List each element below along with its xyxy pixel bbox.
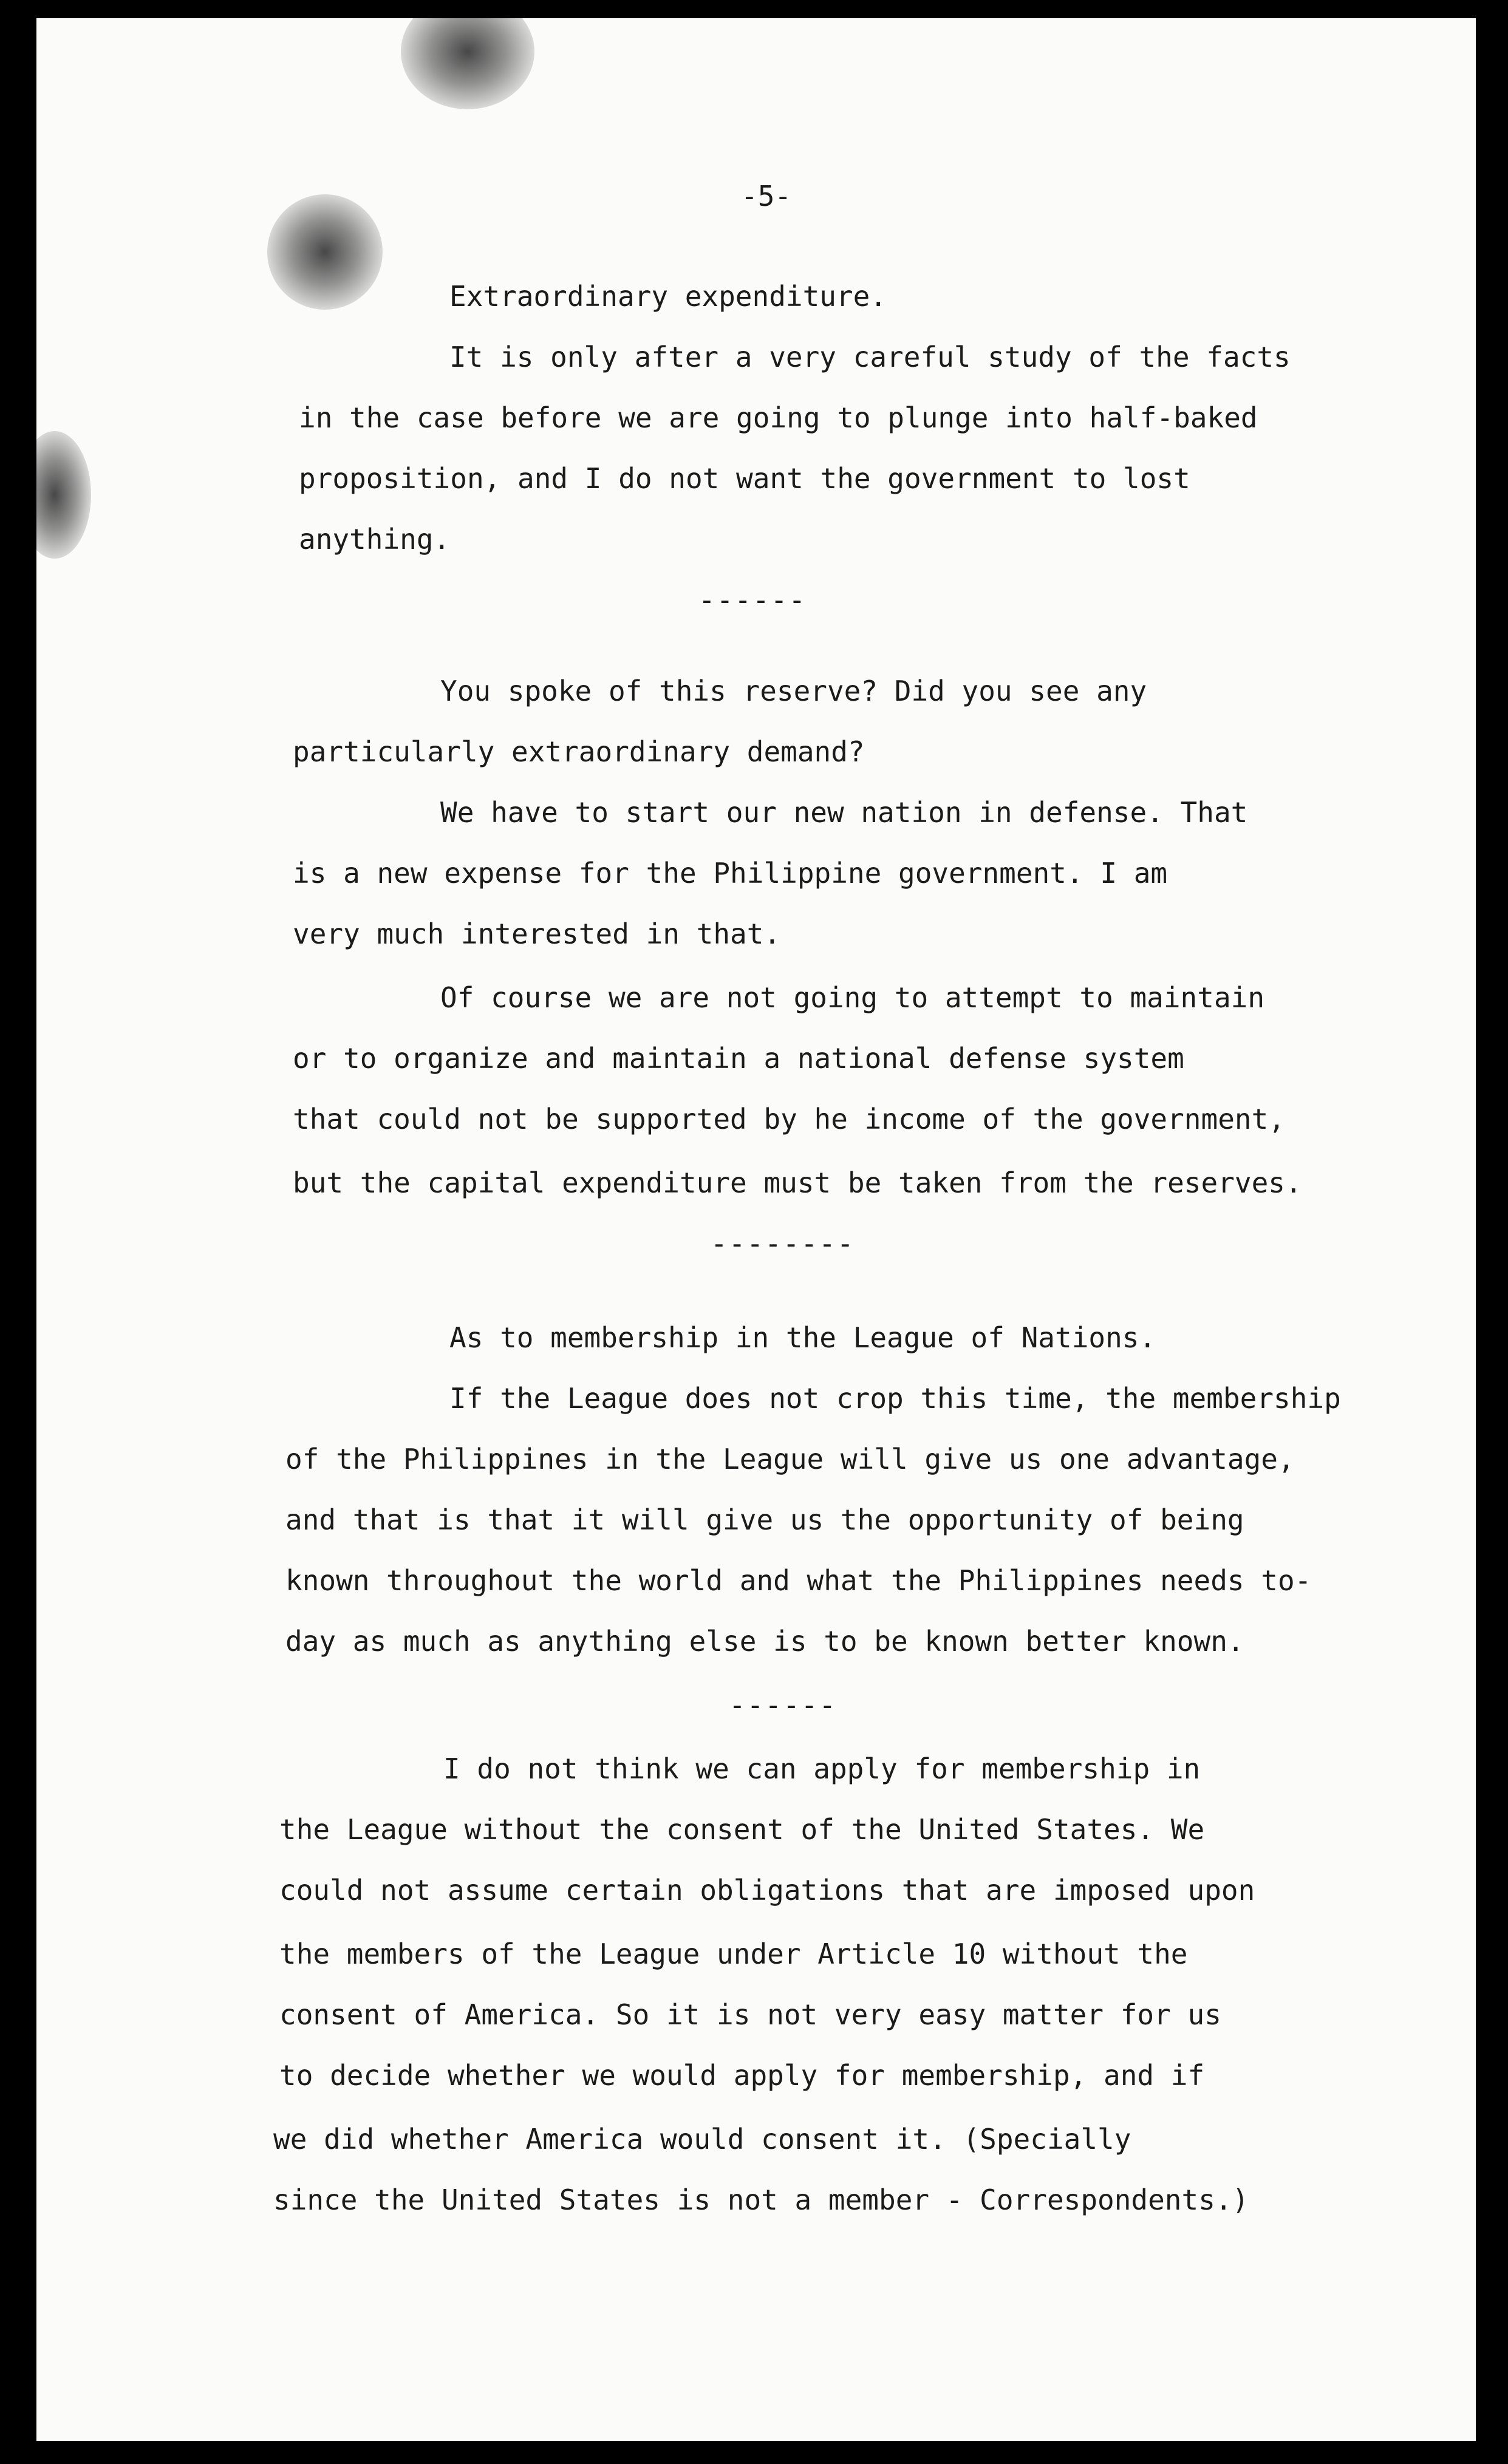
text-line: in the case before we are going to plunge into half-baked [299,401,1258,434]
text-line: very much interested in that. [293,917,781,950]
text-line: consent of America. So it is not very easy matter for us [279,1998,1221,2031]
page-number: -5- [741,180,792,213]
text-line: but the capital expenditure must be taken from the reserves. [293,1166,1302,1199]
text-line: is a new expense for the Philippine government. I am [293,857,1168,890]
text-line: You spoke of this reserve? Did you see any [440,675,1147,707]
text-line: of the Philippines in the League will give us one advantage, [285,1443,1295,1475]
text-line: If the League does not crop this time, the membership [449,1382,1341,1415]
section-separator: -------- [711,1227,855,1260]
text-line: the League without the consent of the United States. We [279,1813,1205,1846]
ink-smudge-left-margin [36,431,91,559]
text-line: It is only after a very careful study of the facts [449,341,1291,373]
text-line: that could not be supported by he income of the government, [293,1103,1285,1135]
ink-smudge-top [401,18,534,109]
section-separator: ------ [698,584,807,616]
text-line: I do not think we can apply for membership in [443,1752,1201,1785]
text-line: As to membership in the League of Nations. [449,1321,1156,1354]
text-line: or to organize and maintain a national defense system [293,1042,1184,1075]
text-line: we did whether America would consent it. (Specially [273,2123,1131,2156]
text-line: known throughout the world and what the Philippines needs to- [285,1564,1312,1597]
text-line: Extraordinary expenditure. [449,280,887,313]
text-line: since the United States is not a member - Correspondents.) [273,2183,1249,2216]
text-line: Of course we are not going to attempt to maintain [440,981,1265,1014]
section-separator: ------ [729,1689,838,1721]
text-line: day as much as anything else is to be known better known. [285,1625,1244,1658]
text-line: could not assume certain obligations that are imposed upon [279,1874,1255,1907]
text-line: anything. [299,523,451,556]
text-line: to decide whether we would apply for membership, and if [279,2059,1205,2092]
text-line: particularly extraordinary demand? [293,735,865,768]
ink-smudge-left-upper [267,194,383,310]
document-page [36,18,1476,2441]
text-line: proposition, and I do not want the government to lost [299,462,1190,495]
text-line: and that is that it will give us the opportunity of being [285,1503,1244,1536]
text-line: the members of the League under Article 10 without the [279,1938,1188,1970]
text-line: We have to start our new nation in defense. That [440,796,1248,829]
